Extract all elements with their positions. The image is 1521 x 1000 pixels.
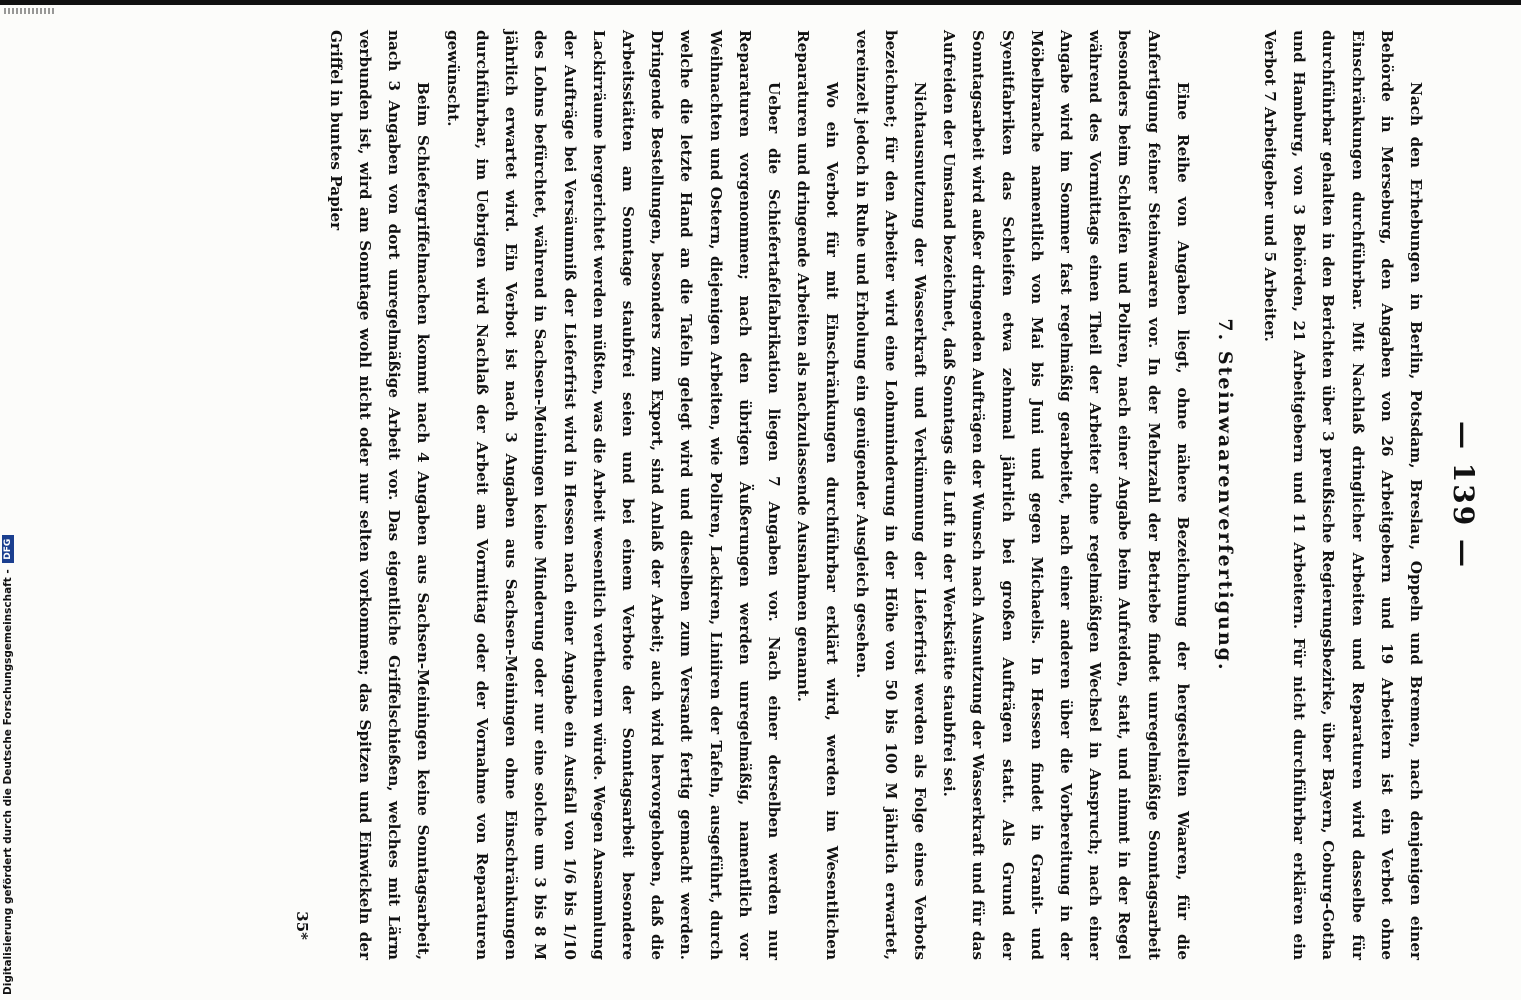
- rotated-text-page: [160, 30, 1480, 960]
- paragraph: Eine Reihe von Angaben liegt, ohne nähere Bezeichnung der hergestellten Waaren, für die Anfertigung feiner Steinwaaren vor. In der Mehrzahl der Betriebe findet unregelmäßige Sonntagsarbeit besonders beim Schleifen und Poliren, nach einer Angabe beim Aufreiden, statt, und nimmt in der Regel während des Vormittags einen Theil der Arbeiter ohne regelmäßigen Wechsel in Anspruch; nach einer Angabe wird im Sommer fast regelmäßig gearbeitet, nach einer anderen über die Vorbereitung in der Möbelbranche namentlich von Mai bis Juni und gegen Michaelis. In Hessen findet in Granit- und Syenitfabriken das Schleifen etwa zehnmal jährlich bei großen Aufträgen statt. Als Grund der Sonntagsarbeit wird außer dringenden Aufträgen der Wunsch nach Ausnutzung der Wasserkraft und für das Aufreiden der Umstand bezeichnet, daß Sonntags die Luft in der Werkstätte staubfrei sei.: [940, 30, 1192, 960]
- paragraph: Beim Schiefergriffelmachen kommt nach 4 Angaben aus Sachsen-Meiningen keine Sonntagsarbeit, nach 3 Angaben von dort unregelmäßige Arbeit vor. Das eigentliche Griffelschießen, welches mit Lärm verbunden ist, wird am Sonntage wohl nicht oder nur selten vorkommen; das Spitzen und Einwickeln der Griffel in buntes Papier: [326, 30, 433, 960]
- dfg-logo-icon: DFG: [2, 535, 14, 563]
- printer-signature: 35*: [292, 911, 311, 940]
- scan-top-border: [0, 0, 1521, 5]
- scan-corner-mark: [4, 8, 54, 14]
- page-number: — 139 —: [1447, 421, 1480, 569]
- paragraph: Ueber die Schiefertafelfabrikation liegen 7 Angaben vor. Nach einer derselben werden nur Reparaturen vorgenommen; nach den übrigen Äußerungen werden unregelmäßig, namentlich vor Weihnachten und Ostern, diejenigen Arbeiten, wie Poliren, Lackiren, Liniiren der Tafeln, ausgeführt, durch welche die letzte Hand an die Tafeln gelegt wird und dieselben zum Versandt fertig gemacht werden. Dringende Bestellungen, besonders zum Export, sind Anlaß der Arbeit; auch wird hervorgehoben, daß die Arbeitsstätten am Sonntage staubfrei seien und bei einem Verbote der Sonntagsarbeit besondere Lackirräume hergerichtet werden müßten, was die Arbeit wesentlich vertheuern würde. Wegen Ansammlung der Aufträge bei Versäumniß der Lieferfrist wird in Hessen nach einer Angabe ein Ausfall von 1/6 bis 1/10 des Lohns befürchtet, während in Sachsen-Meiningen keine Minderung oder nur eine solche um 3 bis 8 M jährlich erwartet wird. Ein Verbot ist nach 3 Angaben aus Sachsen-Meiningen ohne Einschränkungen durchführbar, im Uebrigen wird Nachlaß der Arbeit am Vormittag oder der Vornahme von Reparaturen gewünscht.: [443, 30, 783, 960]
- paragraph: Nach den Erhebungen in Berlin, Potsdam, Breslau, Oppeln und Bremen, nach denjenigen einer Behörde in Merseburg, den Angaben von 26 Arbeitgebern und 19 Arbeitern ist ein Verbot ohne Einschränkungen durchführbar. Mit Nachlaß dringlicher Arbeiten und Reparaturen wird dasselbe für durchführbar gehalten in den Berichten über 3 preußische Regierungsbezirke, über Bayern, Coburg-Gotha und Hamburg, von 3 Behörden, 21 Arbeitgebern und 11 Arbeitern. Für nicht durchführbar erklären ein Verbot 7 Arbeitgeber und 5 Arbeiter.: [1260, 30, 1425, 960]
- section-heading: 7. Steinwaarenverfertigung.: [1213, 318, 1236, 672]
- credit-text: Digitalisierung gefördert durch die Deutsche Forschungsgemeinschaft -: [2, 569, 14, 995]
- paragraph: Wo ein Verbot für mit Einschränkungen durchführbar erklärt wird, werden im Wesentlichen Reparaturen und dringende Arbeiten als nachzulassende Ausnahmen genannt.: [794, 30, 842, 960]
- paragraph: Nichtausnutzung der Wasserkraft und Verkümmung der Lieferfrist werden als Folge eines Verbots bezeichnet; für den Arbeiter wird eine Lohnminderung in der Höhe von 50 bis 100 M jährlich erwartet, vereinzelt jedoch in Ruhe und Erholung ein genügender Ausgleich gesehen.: [852, 30, 929, 960]
- digitization-credit: [2, 535, 14, 995]
